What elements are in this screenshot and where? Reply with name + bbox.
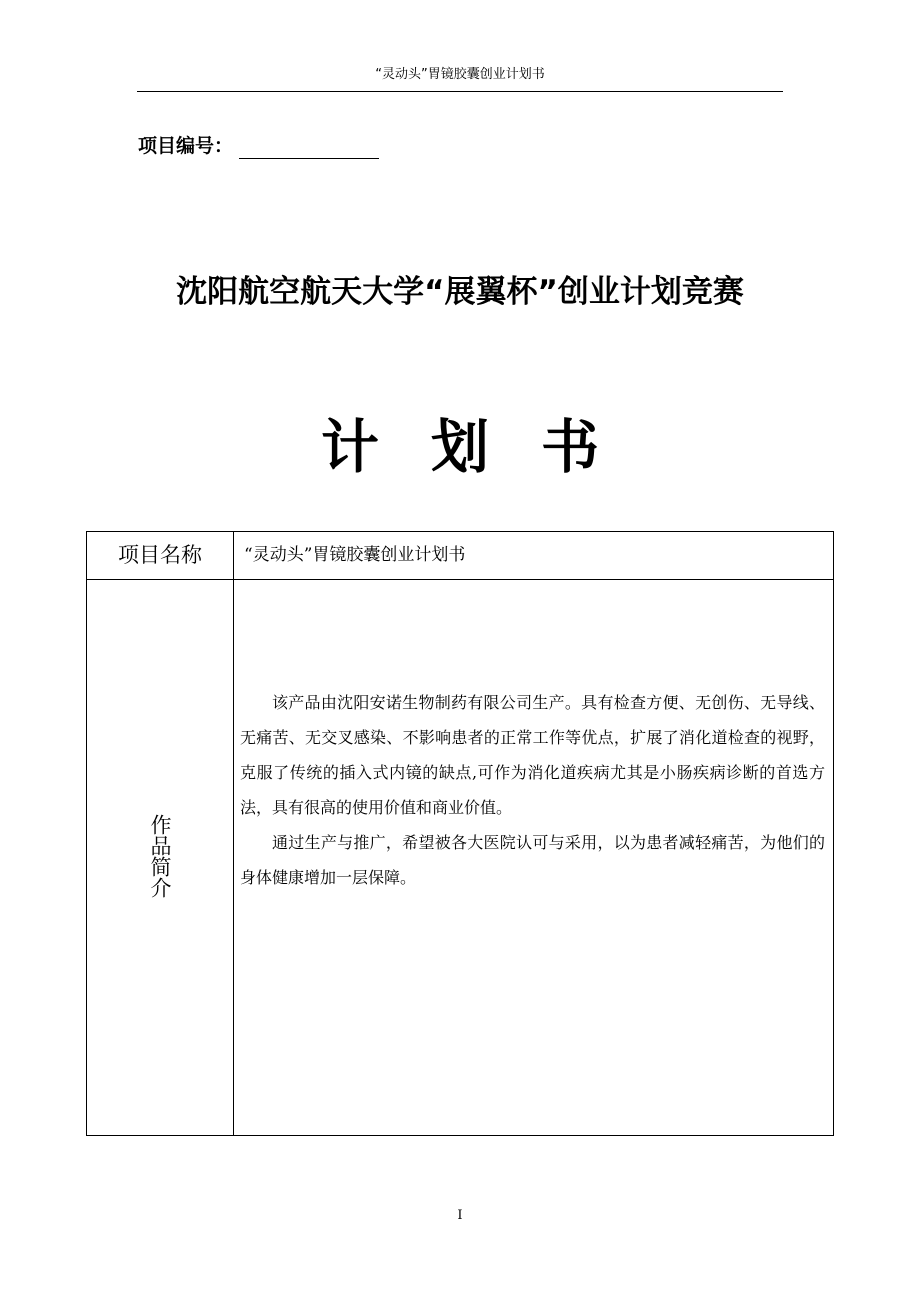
project-name-label: 项目名称 [87,532,234,580]
project-number-value [239,138,379,159]
project-name-row [87,532,834,580]
project-number-field [138,133,379,159]
project-intro-row [87,580,834,1136]
page-number: I [457,1208,463,1223]
project-intro-label-cell [87,580,234,1136]
project-name-value: “灵动头”胃镜胶囊创业计划书 [234,532,834,580]
intro-paragraph: 通过生产与推广，希望被各大医院认可与采用，以为患者减轻痛苦，为他们的身体健康增加一层保障。 [240,833,825,887]
project-intro-label: 作品简介 [148,813,172,898]
project-intro-content [234,580,834,1136]
header-divider [137,91,783,92]
running-header: “灵动头”胃镜胶囊创业计划书 [375,67,545,82]
document-title: 计划书 [320,413,651,481]
project-number-label: 项目编号： [138,135,234,157]
intro-paragraph: 该产品由沈阳安诺生物制药有限公司生产。具有检查方便、无创伤、无导线、无痛苦、无交叉感染、不影响患者的正常工作等优点，扩展了消化道检查的视野，克服了传统的插入式内镜的缺点,可作为消化道疾病尤其是小肠疾病诊断的首选方法，具有很高的使用价值和商业价值。 [240,693,825,817]
competition-title: 沈阳航空航天大学“展翼杯”创业计划竞赛 [176,274,744,310]
project-info-table [86,531,834,1136]
